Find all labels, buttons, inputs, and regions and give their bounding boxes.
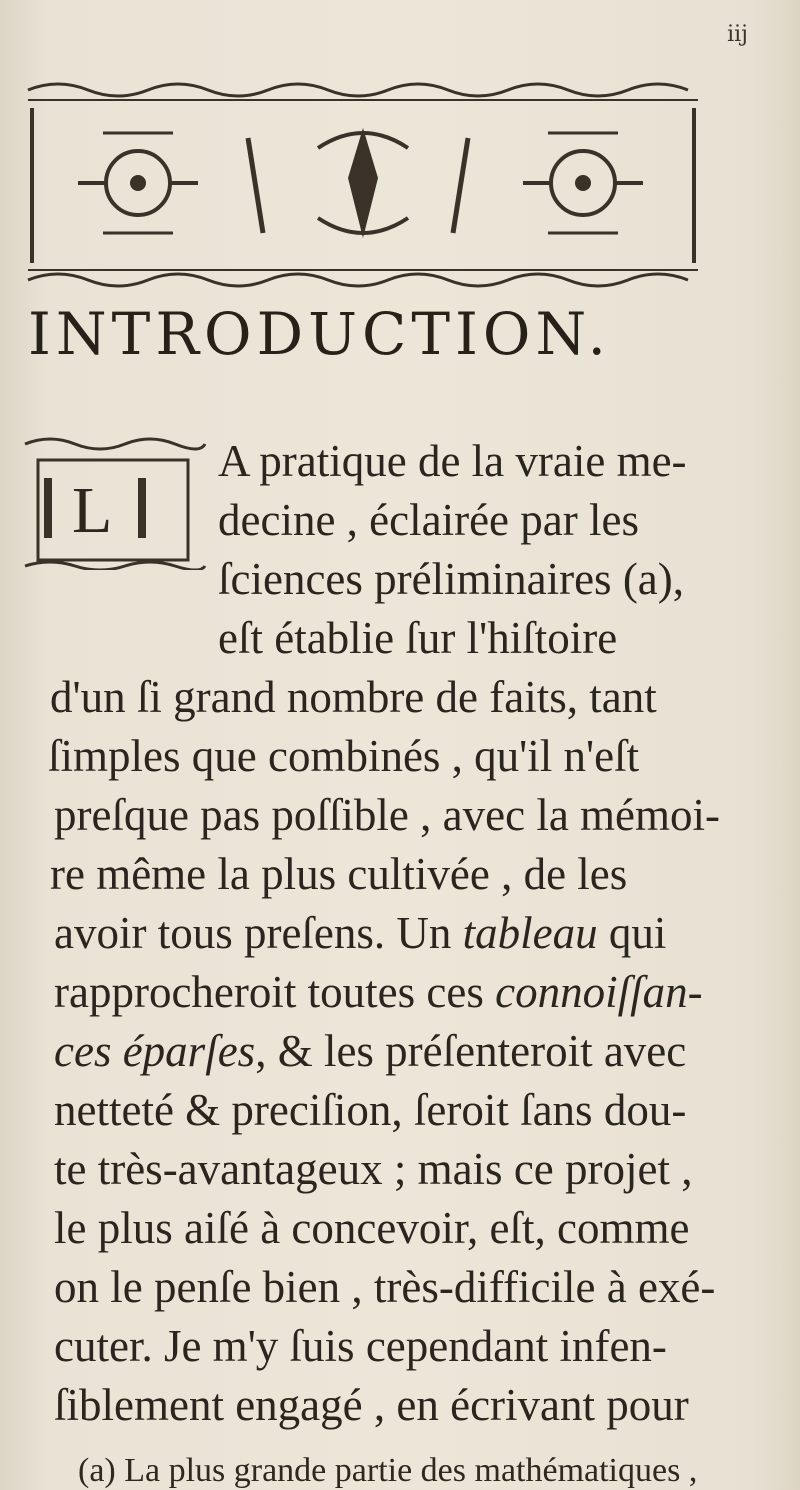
text-span-italic: ces éparſes bbox=[54, 1026, 256, 1076]
text-line: re même la plus cultivée , de les bbox=[50, 849, 628, 899]
chapter-title: INTRODUCTION. bbox=[28, 300, 611, 368]
text-line: preſque pas poſſible , avec la mémoi- bbox=[54, 790, 721, 840]
text-line: le plus aiſé à concevoir, eſt, comme bbox=[54, 1203, 690, 1253]
text-line bbox=[54, 963, 703, 1022]
text-line: ſimples que combinés , qu'il n'eſt bbox=[48, 731, 640, 781]
text-span-italic: tableau bbox=[462, 908, 598, 958]
ornamental-headpiece bbox=[18, 58, 708, 290]
dropcap-letter: L bbox=[72, 474, 113, 547]
text-span: , & les préſenteroit avec bbox=[255, 1026, 687, 1076]
text-line: A pratique de la vraie me- bbox=[218, 436, 687, 486]
text-line: ſciences préliminaires (a), bbox=[218, 554, 685, 604]
text-span-italic: connoiſſan- bbox=[495, 967, 703, 1017]
text-line bbox=[54, 1022, 686, 1081]
text-line: decine , éclairée par les bbox=[218, 495, 639, 545]
text-line: ſiblement engagé , en écrivant pour bbox=[54, 1380, 689, 1430]
text-line bbox=[54, 904, 666, 963]
text-line: te très-avantageux ; mais ce projet , bbox=[54, 1144, 693, 1194]
footnote-line: (a) La plus grande partie des mathématiques , bbox=[78, 1452, 698, 1489]
text-span: rapprocheroit toutes ces bbox=[54, 967, 484, 1017]
text-span: avoir tous preſens. Un bbox=[54, 908, 452, 958]
decorated-initial bbox=[20, 430, 210, 570]
text-span: qui bbox=[608, 908, 667, 958]
text-line: cuter. Je m'y ſuis cependant infen- bbox=[54, 1321, 667, 1371]
text-line: on le penſe bien , très-difficile à exé- bbox=[54, 1262, 716, 1312]
text-line: netteté & preciſion, ſeroit ſans dou- bbox=[54, 1085, 687, 1135]
page-number: iij bbox=[727, 22, 748, 47]
text-line: eſt établie ſur l'hiſtoire bbox=[218, 613, 618, 663]
text-line: d'un ſi grand nombre de faits, tant bbox=[50, 672, 657, 722]
